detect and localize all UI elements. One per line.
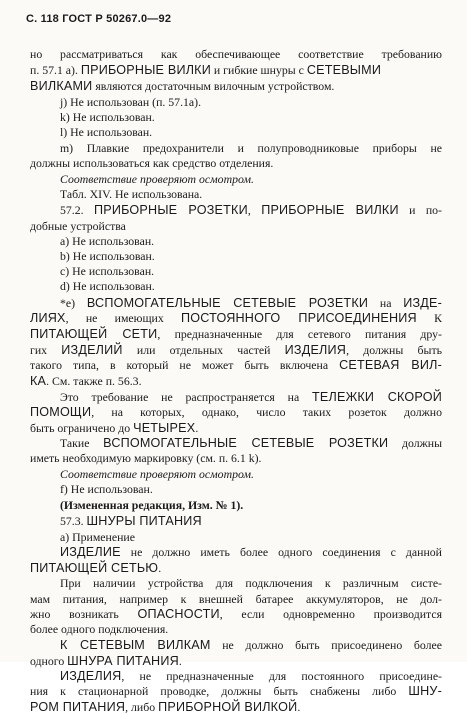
term: ЧЕТЫРЕХ: [133, 421, 196, 435]
text-line: [60, 498, 442, 513]
text-run: должны использоваться как средство отделения.: [30, 156, 274, 170]
text-line: [30, 156, 442, 171]
text-line: [60, 576, 442, 591]
text-line: [30, 79, 442, 94]
text-run: , не предназначенные для постоянного присоедине-: [121, 669, 442, 683]
text-run: являются достаточным вилочным устройством.: [92, 79, 335, 93]
page-header: С. 118 ГОСТ Р 50267.0—92: [26, 13, 172, 25]
text-run: и по-: [398, 203, 442, 217]
text-line: [30, 684, 442, 699]
text-run: и гибкие шнуры с: [210, 63, 307, 77]
text-line: [30, 622, 442, 637]
text-run: , если одновременно производится: [219, 607, 442, 621]
bold-note: (Измененная редакция, Изм. № 1).: [60, 498, 244, 512]
text-line: [60, 141, 442, 156]
text-run: не должно быть присоединено более: [210, 638, 442, 652]
text-line: [60, 203, 442, 218]
italic-note: Соответствие проверяют осмотром.: [60, 467, 254, 481]
term: КА: [30, 374, 47, 388]
term: ПОСТОЯННОГО ПРИСОЕДИНЕНИЯ: [181, 311, 417, 325]
term: ТЕЛЕЖКИ СКОРОЙ: [312, 390, 442, 404]
term: ИЗДЕЛИЯ: [284, 343, 347, 357]
term: СЕТЕВАЯ ВИЛ-: [339, 358, 443, 372]
text-run: , не имеющих: [65, 311, 182, 325]
term: ИЗДЕЛИЕ: [60, 545, 121, 559]
text-run: b) Не использован.: [60, 249, 155, 263]
text-line: [30, 561, 442, 576]
text-line: [30, 374, 442, 389]
term: ШНУ-: [408, 684, 442, 698]
text-run: .: [297, 700, 301, 714]
term: ПРИБОРНЫЕ ВИЛКИ: [80, 63, 211, 77]
text-run: не должно иметь более одного соединения с данной: [120, 545, 442, 559]
text-line: [60, 390, 442, 405]
text-run: более одного подключения.: [30, 622, 169, 636]
text-line: [30, 219, 442, 234]
term: ШНУРЫ ПИТАНИЯ: [86, 514, 202, 528]
text-run: , на которых, однако, число таких розеток должно: [91, 405, 442, 419]
text-line: [30, 63, 442, 78]
term: ИЗДЕЛИЯ: [60, 669, 122, 683]
text-line: [30, 311, 442, 326]
text-run: l) Не использован.: [60, 125, 153, 139]
text-run: k) Не использован.: [60, 110, 155, 124]
term: РОМ ПИТАНИЯ: [30, 700, 126, 714]
text-line: [30, 592, 442, 607]
italic-note: Соответствие проверяют осмотром.: [60, 172, 254, 186]
text-run: быть ограничено до: [30, 421, 134, 435]
text-run: , предназначенные для сетевого питания дру-: [157, 327, 442, 341]
text-line: [60, 545, 442, 560]
term: ПРИБОРНЫЕ ВИЛКИ: [261, 203, 399, 217]
term: ПИТАЮЩЕЙ СЕТЬЮ: [30, 561, 159, 575]
text-line: [30, 327, 442, 342]
text-line: [30, 451, 442, 466]
text-run: m) Плавкие предохранители и полупроводниковые приборы не: [60, 141, 442, 155]
text-run: . См. также п. 56.3.: [46, 374, 142, 388]
text-line: [30, 607, 442, 622]
text-run: *е): [60, 296, 87, 310]
text-line: [60, 514, 442, 529]
text-run: 57.3.: [60, 514, 87, 528]
text-line: [30, 343, 442, 358]
text-run: а) Применение: [60, 530, 135, 544]
text-run: или отдельных частей: [122, 343, 285, 357]
text-run: .: [195, 421, 199, 435]
text-run: Такие: [60, 436, 104, 450]
text-run: d) Не использован.: [60, 279, 155, 293]
term: ОПАСНОСТИ: [137, 607, 220, 621]
text-run: , должны быть: [346, 343, 442, 357]
text-line: [60, 669, 442, 684]
text-line: [30, 405, 442, 420]
text-line: [60, 95, 442, 110]
text-run: мам питания, например к внешней батарее аккумуляторов, не дол-: [30, 592, 442, 606]
text-line: [30, 700, 442, 715]
text-line: [60, 234, 442, 249]
text-run: гих: [30, 343, 62, 357]
text-line: [30, 47, 442, 62]
term: ПОМОЩИ: [30, 405, 92, 419]
text-run: на: [368, 296, 404, 310]
term: ИЗДЕ-: [403, 296, 442, 310]
term: ПРИБОРНОЙ ВИЛКОЙ: [158, 700, 298, 714]
text-run: должны: [388, 436, 442, 450]
text-line: [60, 296, 442, 311]
text-line: [60, 125, 442, 140]
term: ИЗДЕЛИЙ: [61, 343, 123, 357]
text-run: такого типа, в который не может быть включена: [30, 358, 340, 372]
term: СЕТЕВЫМИ: [306, 63, 382, 77]
text-line: [60, 187, 442, 202]
text-run: одного: [30, 654, 68, 668]
term: ВИЛКАМИ: [30, 79, 93, 93]
text-line: [60, 172, 442, 187]
text-run: иметь необходимую маркировку (см. п. 6.1 k).: [30, 451, 262, 465]
text-line: [60, 482, 442, 497]
text-line: [60, 279, 442, 294]
term: ПРИБОРНЫЕ РОЗЕТКИ: [94, 203, 248, 217]
text-line: [60, 249, 442, 264]
text-line: [60, 467, 442, 482]
text-line: [60, 110, 442, 125]
text-line: [60, 530, 442, 545]
text-run: f) Не использован.: [60, 482, 153, 496]
text-run: жно возникать: [30, 607, 138, 621]
text-line: [30, 358, 442, 373]
text-run: .: [158, 561, 162, 575]
text-line: [30, 421, 442, 436]
text-run: а) Не использован.: [60, 234, 155, 248]
term: К СЕТЕВЫМ ВИЛКАМ: [60, 638, 211, 652]
text-run: 57.2.: [60, 203, 94, 217]
text-run: п. 57.1 а).: [30, 63, 81, 77]
term: ШНУРА ПИТАНИЯ: [67, 654, 179, 668]
text-run: , либо: [125, 700, 159, 714]
text-run: с) Не использован.: [60, 264, 155, 278]
text-run: ,: [247, 203, 262, 217]
text-run: К: [416, 311, 442, 325]
text-line: [60, 436, 442, 451]
term: ЛИЯХ: [30, 311, 66, 325]
term: ПИТАЮЩЕЙ СЕТИ: [30, 327, 158, 341]
text-run: При наличии устройства для подключения к различным систе-: [60, 576, 442, 590]
text-run: .: [178, 654, 182, 668]
text-run: ния к стационарной проводке, должны быть снабжены либо: [30, 684, 409, 698]
text-run: добные устройства: [30, 219, 126, 233]
text-run: Табл. XIV. Не использована.: [60, 187, 203, 201]
text-line: [60, 638, 442, 653]
text-run: но рассматриваться как обеспечивающее соответствие требованию: [30, 47, 442, 61]
text-line: [60, 264, 442, 279]
term: ВСПОМОГАТЕЛЬНЫЕ СЕТЕВЫЕ РОЗЕТКИ: [103, 436, 389, 450]
text-run: Это требование не распространяется на: [60, 390, 313, 404]
term: ВСПОМОГАТЕЛЬНЫЕ СЕТЕВЫЕ РОЗЕТКИ: [86, 296, 369, 310]
text-run: j) Не использован (п. 57.1а).: [60, 95, 202, 109]
